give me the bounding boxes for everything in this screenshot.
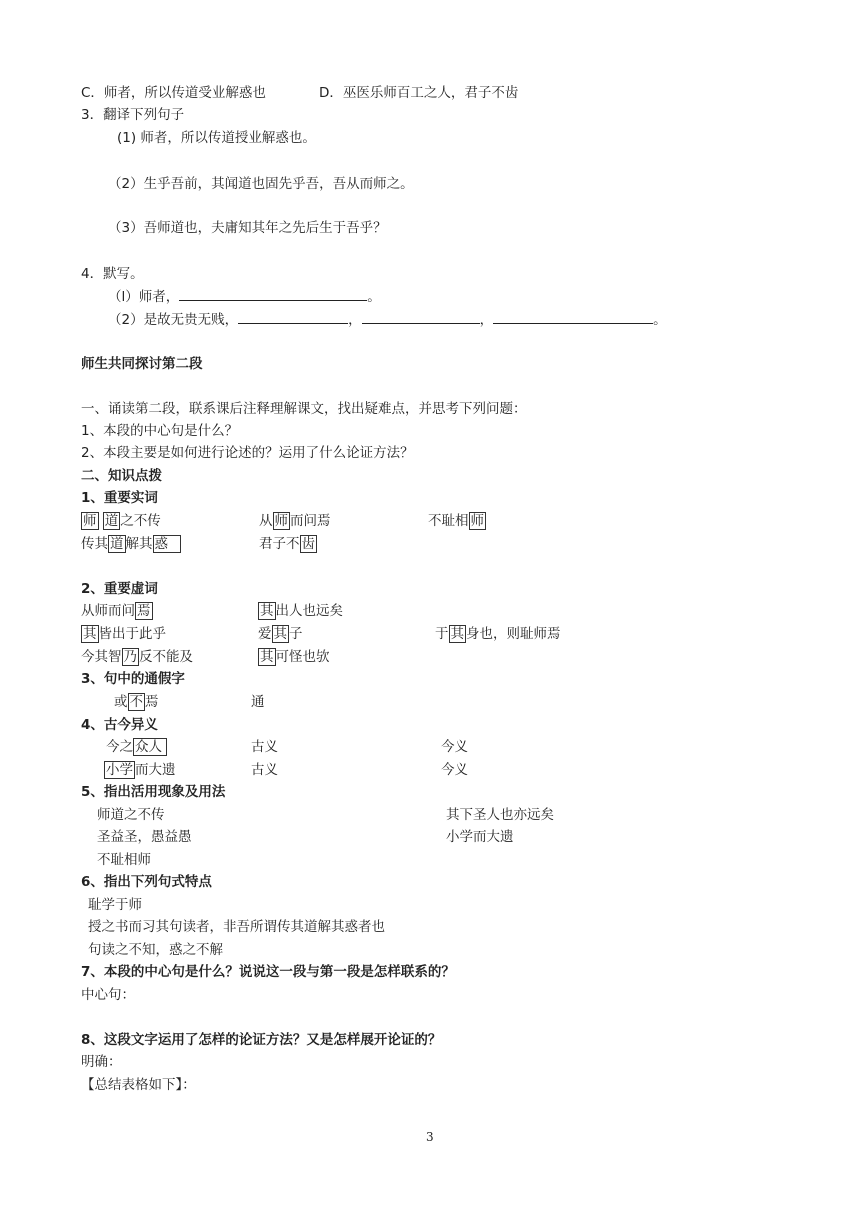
- option-d: D．巫医乐师百工之人，君子不齿: [319, 85, 519, 101]
- function-word-item: 其 出人也远矣: [260, 603, 343, 619]
- function-words-title: 2、重要虚词: [81, 581, 158, 597]
- usage-item: 师道之不传: [97, 807, 165, 823]
- question-7-title: 7、本段的中心句是什么？说说这一段与第一段是怎样联系的？: [81, 964, 455, 980]
- modern-meaning-label: 今义: [441, 739, 468, 755]
- question-4-item-1: （l）师者， 。: [108, 289, 381, 305]
- fill-blank[interactable]: [179, 287, 367, 301]
- q4-1-prefix: （l）师者，: [108, 289, 180, 305]
- content-word-item: 君子不 齿: [259, 536, 315, 552]
- question-3-item-1: (1) 师者，所以传道授业解惑也。: [117, 130, 316, 146]
- function-word-item: 于 其 身也，则耻师焉: [435, 626, 561, 642]
- content-word-item: 不耻相 师: [428, 513, 484, 529]
- interchangeable-chars-title: 3、句中的通假字: [81, 671, 185, 687]
- tong-label: 通: [251, 694, 265, 710]
- fill-blank[interactable]: [238, 310, 348, 324]
- ancient-modern-item: 今之 众人: [106, 738, 167, 756]
- instruction-1: 一、诵读第二段，联系课后注释理解课文，找出疑难点，并思考下列问题：: [81, 401, 527, 417]
- central-sentence-label: 中心句：: [81, 987, 135, 1003]
- function-word-item: 从师而问 焉: [81, 603, 151, 619]
- section-title: 师生共同探讨第二段: [81, 356, 203, 372]
- content-words-title: 1、重要实词: [81, 490, 158, 506]
- ancient-meaning-label: 古义: [251, 739, 278, 755]
- usage-item: 小学而大遗: [446, 829, 514, 845]
- knowledge-heading: 二、知识点拨: [81, 468, 162, 484]
- function-word-item: 爱 其 子: [258, 626, 303, 642]
- ancient-meaning-label: 古义: [251, 762, 278, 778]
- interchangeable-item: 或 不 焉: [114, 694, 159, 710]
- question-3: 3．翻译下列句子: [81, 107, 185, 123]
- fill-blank[interactable]: [362, 310, 480, 324]
- modern-meaning-label: 今义: [441, 762, 468, 778]
- fill-blank[interactable]: [493, 310, 653, 324]
- summary-table-label: 【总结表格如下】：: [81, 1077, 196, 1093]
- pattern-item: 耻学于师: [88, 897, 142, 913]
- question-8-title: 8、这段文字运用了怎样的论证方法？又是怎样展开论证的？: [81, 1032, 442, 1048]
- usage-item: 其下圣人也亦远矣: [446, 807, 554, 823]
- instruction-1-q1: 1、本段的中心句是什么？: [81, 423, 239, 439]
- question-3-item-3: （3）吾师道也，夫庸知其年之先后生于吾乎？: [108, 220, 387, 236]
- pattern-item: 授之书而习其句读者，非吾所谓传其道解其惑者也: [88, 919, 385, 935]
- ancient-modern-item: 小学 而大遗: [106, 762, 176, 778]
- usage-item: 圣益圣，愚益愚: [97, 829, 192, 845]
- q4-2-prefix: （2）是故无贵无贱，: [108, 312, 239, 328]
- ancient-modern-title: 4、古今异义: [81, 717, 158, 733]
- question-4: 4．默写。: [81, 266, 144, 282]
- answer-label: 明确：: [81, 1054, 122, 1070]
- content-word-item: 从 师 而问焉: [259, 513, 331, 529]
- function-word-item: 其 可怪也欤: [260, 649, 330, 665]
- usage-item: 不耻相师: [97, 852, 151, 868]
- word-usage-title: 5、指出活用现象及用法: [81, 784, 226, 800]
- content-word-item: 传其 道 解其 惑: [81, 535, 181, 553]
- option-c: C．师者，所以传道受业解惑也: [81, 85, 266, 101]
- page-number: 3: [426, 1130, 434, 1144]
- function-word-item: 其 皆出于此乎: [83, 626, 166, 642]
- question-4-item-2: （2）是故无贵无贱， ， ， 。: [108, 312, 667, 328]
- pattern-item: 句读之不知，惑之不解: [88, 942, 223, 958]
- question-3-item-2: （2）生乎吾前，其闻道也固先乎吾，吾从而师之。: [108, 176, 414, 192]
- instruction-1-q2: 2、本段主要是如何进行论述的？运用了什么论证方法？: [81, 445, 414, 461]
- content-word-item: 师 道 之不传: [83, 513, 161, 529]
- sentence-pattern-title: 6、指出下列句式特点: [81, 874, 212, 890]
- function-word-item: 今其智 乃 反不能及: [81, 649, 193, 665]
